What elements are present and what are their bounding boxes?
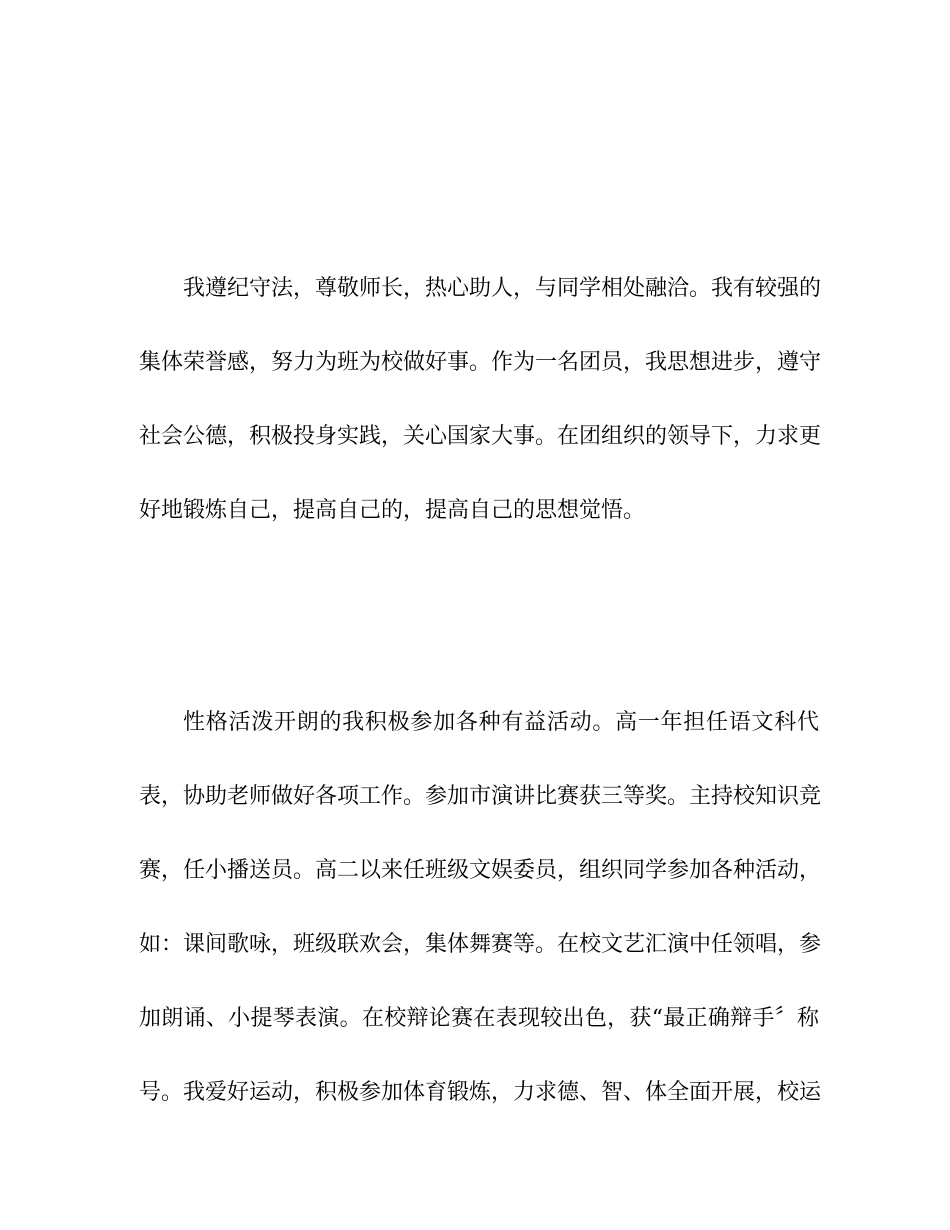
text-line: 集体荣誉感，努力为班为校做好事。作为一名团员，我思想进步，遵守 <box>139 350 822 375</box>
text-line: 好地锻炼自己，提高自己的，提高自己的思想觉悟。 <box>139 498 646 523</box>
text-line: 我遵纪守法，尊敬师长，热心助人，与同学相处融洽。我有较强的 <box>183 276 822 301</box>
text-line: 性格活泼开朗的我积极参加各种有益活动。高一年担任语文科代 <box>183 710 819 735</box>
text-line: 加朗诵、小提琴表演。在校辩论赛在表现较出色，获“最正确辩手〞称 <box>139 1006 819 1031</box>
text-line: 号。我爱好运动，积极参加体育锻炼，力求德、智、体全面开展，校运 <box>139 1080 822 1105</box>
text-line: 赛，任小播送员。高二以来任班级文娱委员，组织同学参加各种活动， <box>139 858 822 883</box>
text-line: 如：课间歌咏，班级联欢会，集体舞赛等。在校文艺汇演中任领唱，参 <box>139 932 822 957</box>
text-line: 社会公德，积极投身实践，关心国家大事。在团组织的领导下，力求更 <box>139 424 822 449</box>
text-line: 表，协助老师做好各项工作。参加市演讲比赛获三等奖。主持校知识竞 <box>139 784 822 809</box>
